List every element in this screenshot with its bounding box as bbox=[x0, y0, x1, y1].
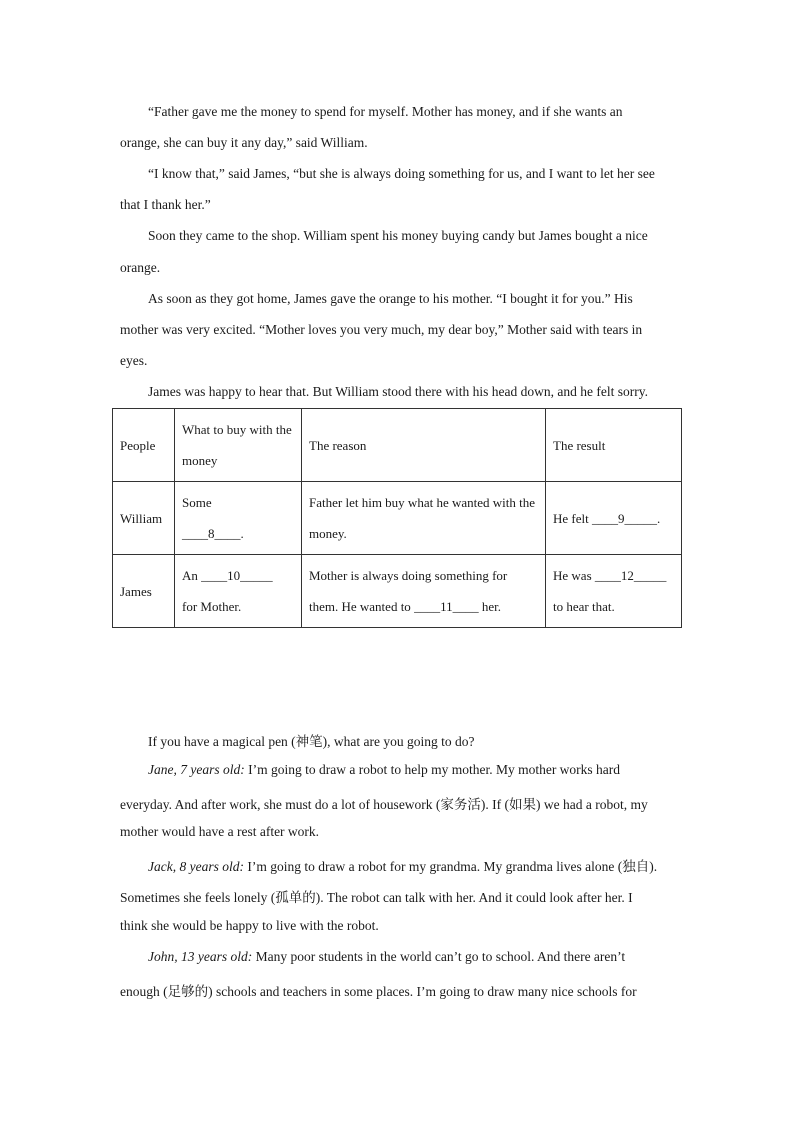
james-what-cell bbox=[175, 555, 302, 628]
william-reason: Father let him buy what he wanted with the money. bbox=[302, 482, 546, 555]
story-p2-line2: that I thank her.” bbox=[120, 197, 211, 212]
william-result-post: . bbox=[656, 510, 661, 526]
story-p5-line1: James was happy to hear that. But William stood there with his head down, and he felt sorry. bbox=[148, 384, 648, 399]
story-p4-line1: As soon as they got home, James gave the orange to his mother. “I bought it for you.” His bbox=[148, 291, 633, 306]
james-what-post: for Mother. bbox=[182, 599, 242, 614]
story-p1-line1: “Father gave me the money to spend for myself. Mother has money, and if she wants an bbox=[148, 104, 623, 119]
blank-9[interactable]: ____9_____ bbox=[591, 510, 657, 526]
john-line1 bbox=[148, 949, 625, 965]
table-row-william bbox=[113, 482, 682, 555]
story-p3-line2: orange. bbox=[120, 260, 161, 275]
james-result-cell bbox=[546, 555, 682, 628]
jane-line1 bbox=[148, 762, 620, 778]
table-header-row bbox=[113, 409, 682, 482]
passage2-question: If you have a magical pen (神笔), what are you going to do? bbox=[148, 734, 475, 749]
story-p4-line2: mother was very excited. “Mother loves you very much, my dear boy,” Mother said with tears in bbox=[120, 322, 643, 337]
story-p4-line3: eyes. bbox=[120, 353, 148, 368]
william-name: William bbox=[113, 482, 175, 555]
info-table bbox=[112, 408, 682, 628]
william-result-pre: He felt bbox=[553, 510, 592, 526]
header-result: The result bbox=[546, 409, 682, 482]
william-what-cell bbox=[175, 482, 302, 555]
story-p3-line1: Soon they came to the shop. William spent his money buying candy but James bought a nice bbox=[148, 228, 648, 243]
jane-line3: mother would have a rest after work. bbox=[120, 824, 320, 839]
jack-line3: think she would be happy to live with the robot. bbox=[120, 918, 379, 933]
story-p1-line2: orange, she can buy it any day,” said William. bbox=[120, 135, 368, 150]
story-p2-line1: “I know that,” said James, “but she is always doing something for us, and I want to let her see bbox=[148, 166, 655, 181]
blank-8[interactable]: ____8____. bbox=[182, 526, 244, 541]
jane-line2: everyday. And after work, she must do a lot of housework (家务活). If (如果) we had a robot, my bbox=[120, 797, 648, 812]
jack-name: Jack, 8 years old: bbox=[148, 859, 244, 874]
william-what-pre: Some bbox=[182, 495, 212, 510]
jack-line2: Sometimes she feels lonely (孤单的). The robot can talk with her. And it could look after her. I bbox=[120, 890, 633, 905]
blank-12[interactable]: ____12_____ bbox=[594, 568, 667, 583]
header-people: People bbox=[113, 409, 175, 482]
blank-10[interactable]: ____10_____ bbox=[201, 568, 273, 583]
jack-text1: I’m going to draw a robot for my grandma. My grandma lives alone (独自). bbox=[243, 859, 658, 874]
james-name: James bbox=[113, 555, 175, 628]
table-row-james bbox=[113, 555, 682, 628]
james-reason-post: her. bbox=[478, 599, 501, 614]
william-result-cell bbox=[546, 482, 682, 555]
james-result-pre: He was bbox=[553, 568, 595, 583]
james-what-pre: An bbox=[182, 568, 202, 583]
james-result-post: to hear that. bbox=[553, 599, 615, 614]
john-text1: Many poor students in the world can’t go to school. And there aren’t bbox=[252, 949, 626, 964]
header-what-to-buy: What to buy with the money bbox=[175, 409, 302, 482]
james-reason-cell bbox=[302, 555, 546, 628]
header-reason: The reason bbox=[302, 409, 546, 482]
james-reason-pre: Mother is always doing something for them. He wanted to bbox=[309, 568, 508, 614]
jack-line1 bbox=[148, 855, 657, 875]
blank-11[interactable]: ____11____ bbox=[414, 599, 479, 614]
john-line2: enough (足够的) schools and teachers in some places. I’m going to draw many nice schools for bbox=[120, 984, 637, 999]
john-name: John, 13 years old: bbox=[148, 949, 253, 964]
jane-text1: I’m going to draw a robot to help my mother. My mother works hard bbox=[244, 762, 621, 777]
jane-name: Jane, 7 years old: bbox=[148, 762, 245, 777]
